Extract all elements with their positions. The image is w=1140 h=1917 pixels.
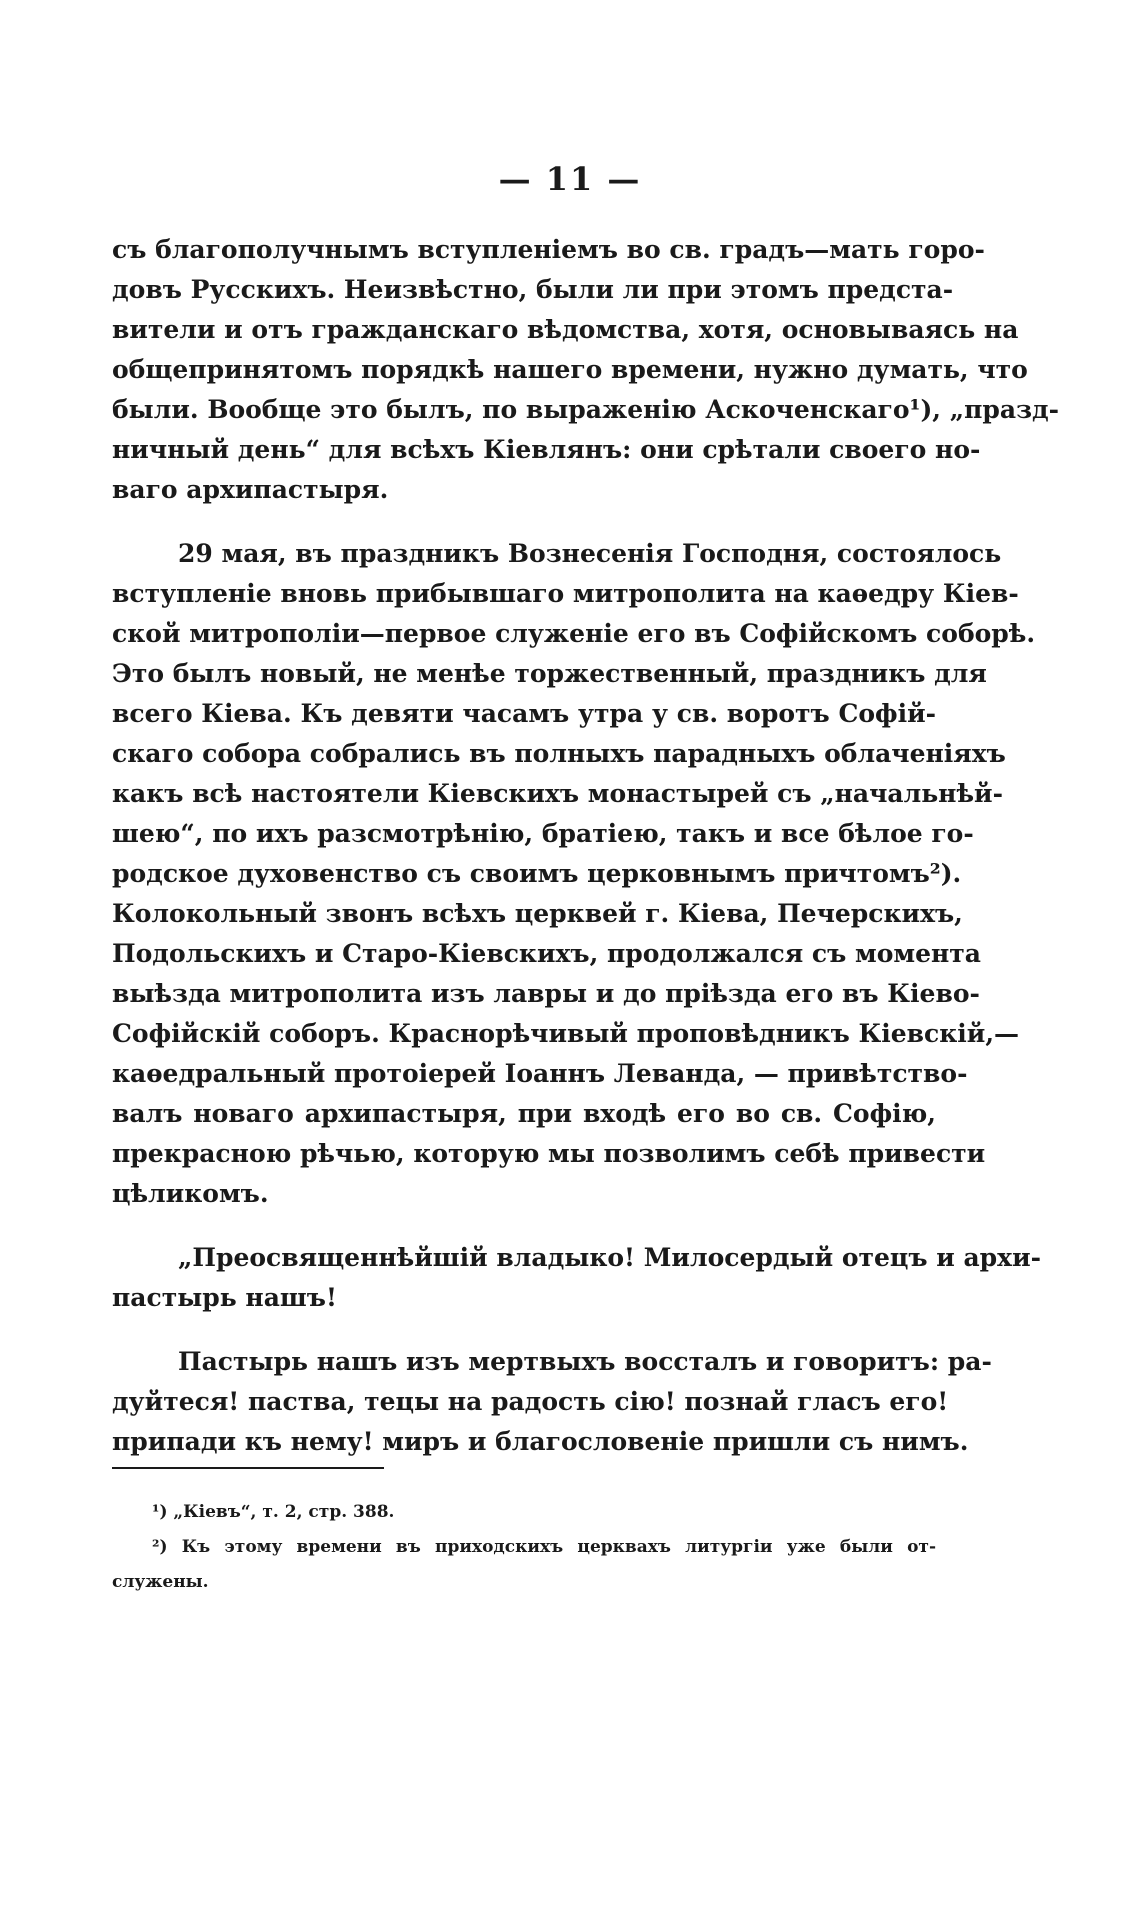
text-line: прекрасною рѣчью, которую мы позволимъ себѣ привести [112, 1139, 986, 1168]
text-line: дуйтеся! паства, тецы на радость сію! познай гласъ его! [112, 1387, 949, 1416]
footnote-2-continuation: служены. [112, 1572, 209, 1592]
text-line: цѣликомъ. [112, 1179, 269, 1208]
text-line: общепринятомъ порядкѣ нашего времени, нужно думать, что [112, 355, 1028, 384]
text-line: валъ новаго архипастыря, при входѣ его во св. Софію, [112, 1099, 936, 1128]
text-line: Пастырь нашъ изъ мертвыхъ воссталъ и говоритъ: ра- [178, 1347, 992, 1376]
text-line: Софійскій соборъ. Краснорѣчивый проповѣдникъ Кіевскій,— [112, 1019, 1020, 1048]
page-number: — 11 — [498, 160, 642, 198]
footnotes [112, 1495, 936, 1600]
text-line: съ благополучнымъ вступленіемъ во св. градъ—мать горо- [112, 235, 985, 264]
text-line: пастырь нашъ! [112, 1283, 337, 1312]
text-line: „Преосвященнѣйшій владыко! Милосердый отецъ и архи- [178, 1243, 1041, 1272]
paragraph-1 [112, 230, 1060, 510]
text-line: 29 мая, въ праздникъ Вознесенія Господня, состоялось [178, 539, 1002, 568]
text-line: ской митрополіи—первое служеніе его въ Софійскомъ соборѣ. [112, 619, 1036, 648]
footnote-1: ¹) „Кіевъ“, т. 2, стр. 388. [152, 1502, 395, 1522]
text-line: вступленіе вновь прибывшаго митрополита на каѳедру Кіев- [112, 579, 1019, 608]
paragraph-2 [112, 534, 1036, 1214]
paragraph-4 [112, 1342, 992, 1462]
text-line: Подольскихъ и Старо-Кіевскихъ, продолжался съ момента [112, 939, 981, 968]
paragraph-3 [112, 1238, 1041, 1318]
text-line: вители и отъ гражданскаго вѣдомства, хотя, основываясь на [112, 315, 1019, 344]
text-line: шею“, по ихъ разсмотрѣнію, братіею, такъ и все бѣлое го- [112, 819, 974, 848]
text-line: всего Кіева. Къ девяти часамъ утра у св. воротъ Софій- [112, 699, 936, 728]
footnote-2: ²) Къ этому времени въ приходскихъ церквахъ литургіи уже были от- [152, 1537, 936, 1557]
footnote-divider [112, 1467, 384, 1469]
text-line: выѣзда митрополита изъ лавры и до пріѣзда его въ Кіево- [112, 979, 980, 1008]
text-line: довъ Русскихъ. Неизвѣстно, были ли при этомъ предста- [112, 275, 954, 304]
text-line: Колокольный звонъ всѣхъ церквей г. Кіева, Печерскихъ, [112, 899, 963, 928]
body-text [112, 230, 1060, 1486]
text-line: ваго архипастыря. [112, 475, 389, 504]
text-line: припади къ нему! миръ и благословеніе пришли съ нимъ. [112, 1427, 969, 1456]
text-line: каѳедральный протоіерей Іоаннъ Леванда, — привѣтство- [112, 1059, 968, 1088]
text-line: Это былъ новый, не менѣе торжественный, праздникъ для [112, 659, 987, 688]
text-line: родское духовенство съ своимъ церковнымъ причтомъ²). [112, 859, 962, 888]
text-line: были. Вообще это былъ, по выраженію Аскоченскаго¹), „празд- [112, 395, 1060, 424]
text-line: ничный день“ для всѣхъ Кіевлянъ: они срѣтали своего но- [112, 435, 981, 464]
text-line: скаго собора собрались въ полныхъ парадныхъ облаченіяхъ [112, 739, 1006, 768]
text-line: какъ всѣ настоятели Кіевскихъ монастырей съ „начальнѣй- [112, 779, 1003, 808]
